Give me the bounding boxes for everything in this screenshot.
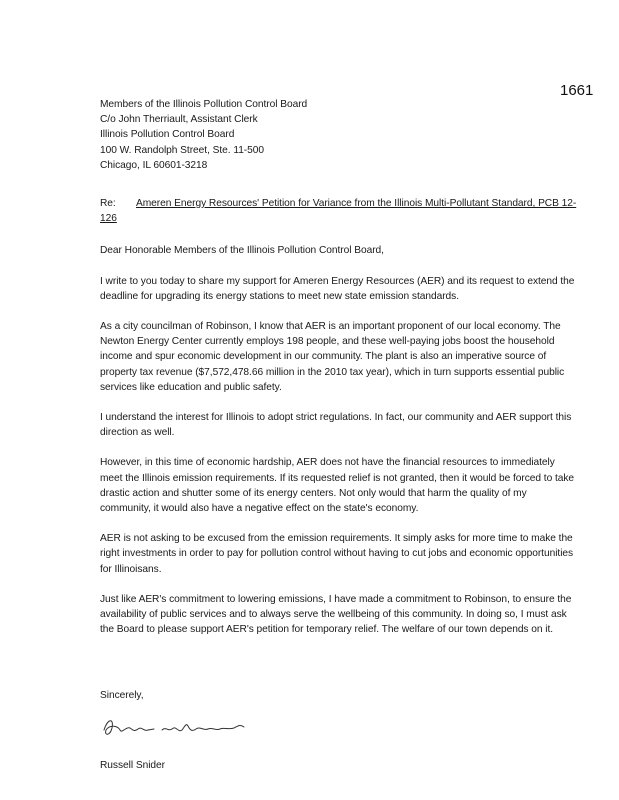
signature-scribble bbox=[100, 712, 260, 740]
paragraph-economy: As a city councilman of Robinson, I know that AER is an important proponent of our local economy. The Newton Energy Center currently employs 198 people, and these well-paying jobs boost the household income and spur economic development in our community. The plant is also an imperative source of property tax revenue ($7,572,478.66 million in the 2010 tax year), which in turn supports essential public services like education and public safety. bbox=[100, 321, 565, 393]
paragraph-support: I write to you today to share my support for Ameren Energy Resources (AER) and its request to extend the deadline for upgrading its energy stations to meet new state emission standards. bbox=[100, 275, 575, 302]
address-line: 100 W. Randolph Street, Ste. 11-500 bbox=[100, 144, 264, 156]
page-number: 1661 bbox=[560, 82, 594, 99]
closing: Sincerely, bbox=[100, 690, 144, 702]
re-label: Re: bbox=[100, 198, 116, 210]
paragraph-commitment: Just like AER's commitment to lowering emissions, I have made a commitment to Robinson, to ensure the availability of public services and to always serve the wellbeing of this community. In doing so, I must ask the Board to please support AER's petition for temporary relief. The welfare of our town depends on it. bbox=[100, 593, 572, 636]
re-line bbox=[100, 196, 578, 226]
address-line: Illinois Pollution Control Board bbox=[100, 129, 235, 141]
paragraph-request: AER is not asking to be excused from the emission requirements. It simply asks for more time to make the right investments in order to pay for pollution control without having to cut jobs and economic opportunities for Illinoisans. bbox=[100, 533, 574, 575]
address-line: Members of the Illinois Pollution Control Board bbox=[100, 99, 308, 110]
signer-name: Russell Snider bbox=[100, 759, 165, 771]
address-line: C/o John Therriault, Assistant Clerk bbox=[100, 114, 258, 126]
re-subject: Ameren Energy Resources' Petition for Variance from the Illinois Multi-Pollutant Standard, PCB 12-126 bbox=[100, 198, 577, 225]
recipient-address bbox=[100, 97, 578, 173]
salutation: Dear Honorable Members of the Illinois Pollution Control Board, bbox=[100, 245, 384, 257]
address-line: Chicago, IL 60601-3218 bbox=[100, 159, 208, 171]
letter-body bbox=[100, 97, 578, 773]
paragraph-regulations: I understand the interest for Illinois to adopt strict regulations. In fact, our community and AER support this direction as well. bbox=[100, 412, 572, 439]
paragraph-hardship: However, in this time of economic hardship, AER does not have the financial resources to immediately meet the Illinois emission requirements. If its requested relief is not granted, then it would be forced to take drastic action and shutter some of its energy centers. Not only would that harm the quality of my community, it would also have a negative effect on the state's economy. bbox=[100, 457, 575, 515]
